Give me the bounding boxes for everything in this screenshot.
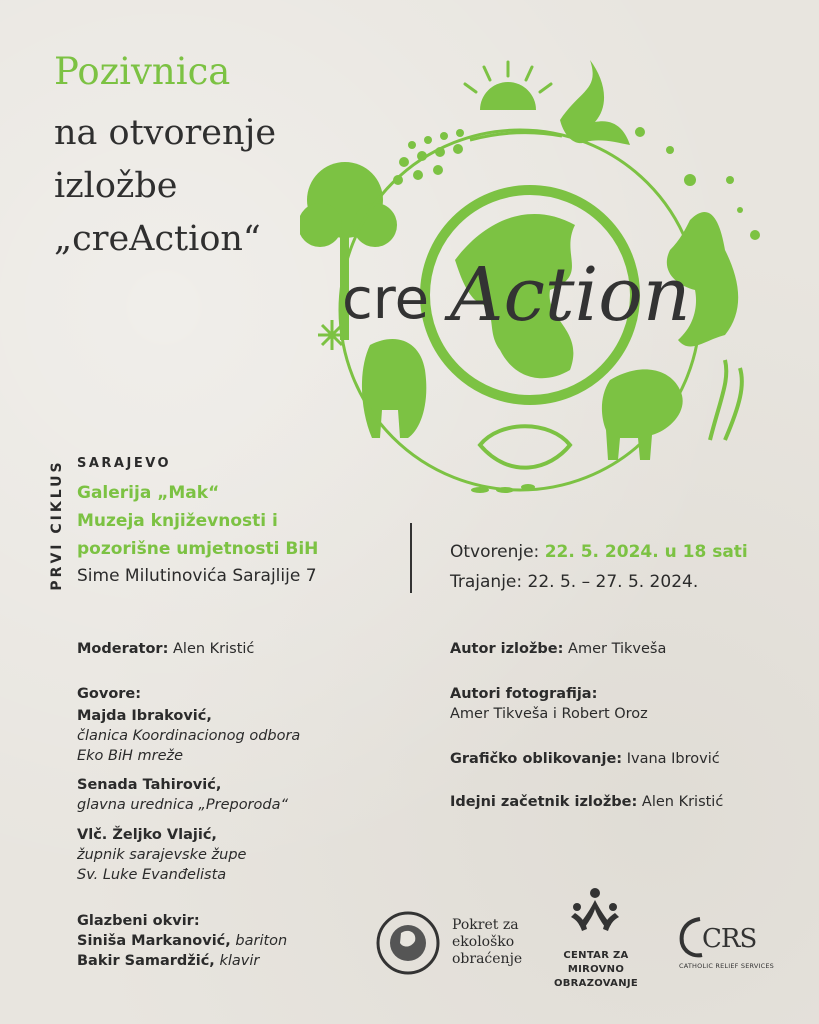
duration-line <box>450 567 748 597</box>
speaker-1 <box>77 706 300 766</box>
venue-name <box>77 479 318 563</box>
author-name: Amer Tikveša <box>568 641 667 657</box>
musician-2-role: klavir <box>219 953 260 969</box>
speaker-1-role-2: Eko BiH mreže <box>77 748 184 764</box>
speaker-3 <box>77 825 246 885</box>
pokret-line-2: ekološko <box>452 934 515 950</box>
design-label: Grafičko oblikovanje: <box>450 751 623 767</box>
venue-line-3: pozorišne umjetnosti BiH <box>77 539 319 559</box>
moderator-line <box>77 639 254 659</box>
designer-name: Ivana Ibrović <box>626 751 720 767</box>
music-block <box>77 911 287 971</box>
cycle-label-text: PRVI CIKLUS <box>49 459 65 591</box>
city-label: SARAJEVO <box>77 456 172 471</box>
speaker-2-role: glavna urednica „Preporoda“ <box>77 797 288 813</box>
venue-address: Sime Milutinovića Sarajlije 7 <box>77 566 317 586</box>
musician-1-name: Siniša Markanović, <box>77 933 231 949</box>
pokret-line-3: obraćenje <box>452 951 523 967</box>
opening-value: 22. 5. 2024. u 18 sati <box>544 542 748 562</box>
centar-logo-icon <box>565 885 625 940</box>
speaker-2 <box>77 775 288 815</box>
creaction-logo-cre: cre <box>342 267 430 332</box>
creaction-illustration <box>300 50 780 510</box>
centar-line-1: CENTAR ZA MIROVNO <box>563 950 629 975</box>
speaker-3-role-2: Sv. Luke Evanđelista <box>77 867 227 883</box>
wheat-icon <box>710 360 742 440</box>
pokret-line-1: Pokret za <box>452 917 519 933</box>
pokret-logo-text <box>452 917 522 968</box>
subtitle-line-3: „creAction“ <box>54 219 261 259</box>
subtitle-line-1: na otvorenje <box>54 113 277 153</box>
speakers-label <box>77 684 141 704</box>
pokret-logo-icon <box>373 908 443 978</box>
venue-line-2: Muzeja književnosti i <box>77 511 278 531</box>
photographers-block <box>450 684 648 724</box>
crs-logo-subtext: CATHOLIC RELIEF SERVICES <box>679 962 775 970</box>
photographers-label: Autori fotografija: <box>450 686 598 702</box>
speakers-label-text: Govore: <box>77 686 142 702</box>
centar-logo-text <box>540 949 652 991</box>
water-waves-icon <box>480 426 570 467</box>
photographers-names: Amer Tikveša i Robert Oroz <box>450 706 648 722</box>
vertical-divider <box>410 523 412 593</box>
subtitle-line-2: izložbe <box>54 166 178 206</box>
invitation-title: Pozivnica <box>54 50 231 93</box>
author-line <box>450 639 666 659</box>
speaker-2-name: Senada Tahirović, <box>77 777 222 793</box>
invitation-subtitle <box>54 107 276 266</box>
moderator-label: Moderator: <box>77 641 169 657</box>
design-line <box>450 749 720 769</box>
musician-1-role: bariton <box>235 933 288 949</box>
idea-line <box>450 792 723 812</box>
moderator-name: Alen Kristić <box>173 641 255 657</box>
speaker-3-role-1: župnik sarajevske župe <box>77 847 247 863</box>
crs-logo-text: CRS <box>702 924 757 954</box>
duration-label: Trajanje: <box>450 572 523 592</box>
speaker-3-name: Vlč. Željko Vlajić, <box>77 827 217 843</box>
cow-icon <box>602 369 683 460</box>
musician-2-name: Bakir Samardžić, <box>77 953 215 969</box>
music-label: Glazbeni okvir: <box>77 913 200 929</box>
opening-line <box>450 537 748 567</box>
sun-icon <box>480 82 536 110</box>
dove-icon <box>560 60 630 145</box>
bear-icon <box>362 339 426 438</box>
speaker-1-name: Majda Ibraković, <box>77 708 212 724</box>
rain-drops-icon <box>393 129 464 185</box>
cycle-label <box>42 455 72 595</box>
creaction-logo-action: Action <box>450 252 691 338</box>
speaker-1-role-1: članica Koordinacionog odbora <box>77 728 301 744</box>
dates-block <box>450 537 748 597</box>
idea-name: Alen Kristić <box>641 794 724 810</box>
duration-value: 22. 5. – 27. 5. 2024. <box>527 572 699 592</box>
author-label: Autor izložbe: <box>450 641 564 657</box>
opening-label: Otvorenje: <box>450 542 540 562</box>
idea-label: Idejni začetnik izložbe: <box>450 794 638 810</box>
centar-line-2: OBRAZOVANJE <box>553 978 639 989</box>
venue-line-1: Galerija „Mak“ <box>77 483 220 503</box>
